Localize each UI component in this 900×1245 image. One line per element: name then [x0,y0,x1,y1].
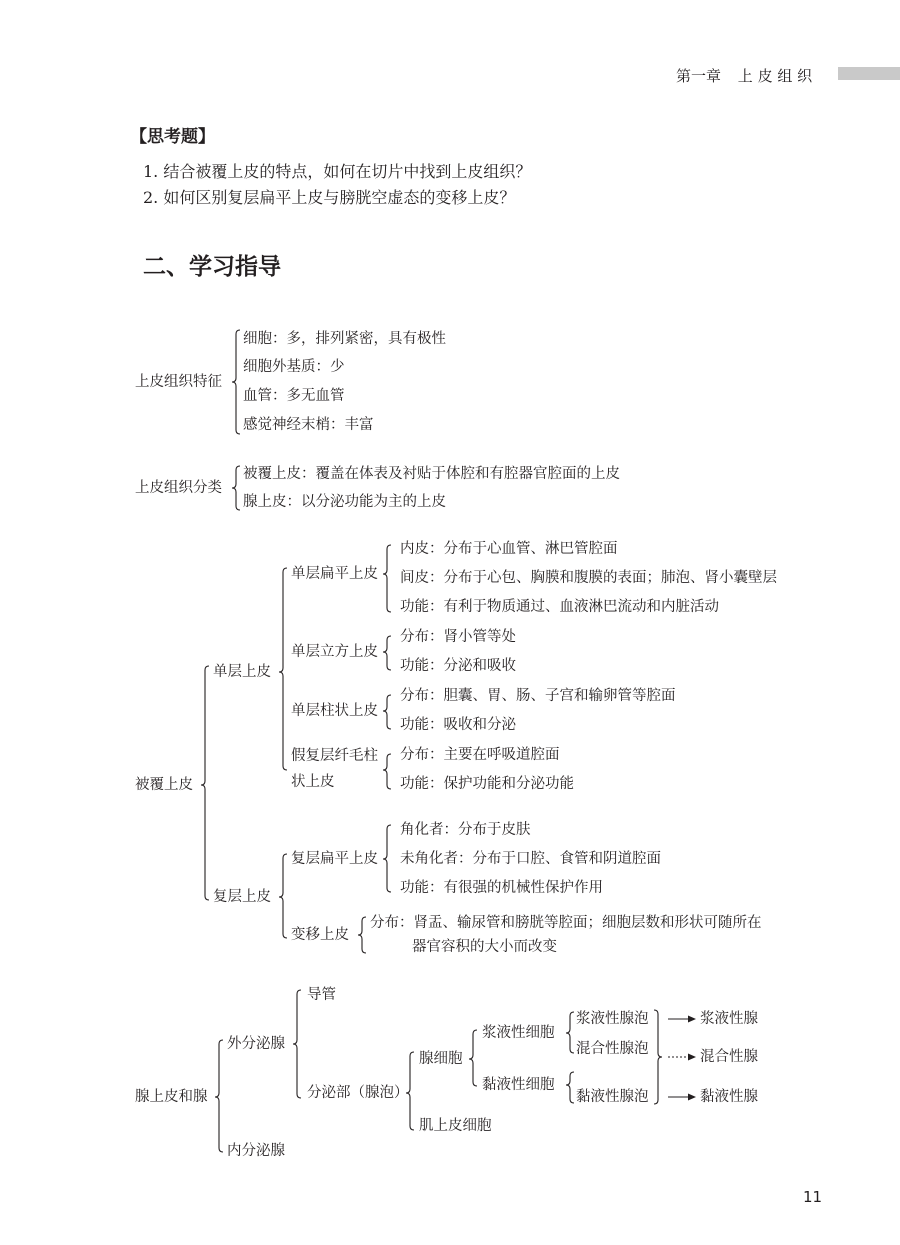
left-brace [383,695,391,729]
arrow-head [688,1094,696,1101]
glands-root: 腺上皮和腺 [135,1089,208,1105]
mucous-gland: 黏液性腺 [700,1089,758,1105]
features-item: 细胞外基质：少 [243,359,345,375]
classification-item: 被覆上皮：覆盖在体表及衬贴于体腔和有腔器官腔面的上皮 [243,466,620,482]
serous-gland: 浆液性腺 [700,1011,758,1027]
serous-cell: 浆液性细胞 [482,1025,555,1041]
tree-item: 未角化者：分布于口腔、食管和阴道腔面 [400,851,661,867]
questions-heading: 【思考题】 [130,127,215,147]
arrow-head [688,1016,696,1023]
features-root: 上皮组织特征 [135,374,222,390]
simple-columnar: 单层柱状上皮 [291,703,378,719]
stratified-squamous: 复层扁平上皮 [291,851,378,867]
tree-item: 间皮：分布于心包、胸膜和腹膜的表面；肺泡、肾小囊壁层 [400,570,777,586]
features-item: 细胞：多，排列紧密，具有极性 [243,331,446,347]
simple-epithelium: 单层上皮 [213,664,271,680]
simple-cuboidal: 单层立方上皮 [291,644,378,660]
left-brace [566,1072,574,1103]
tree-item: 功能：吸收和分泌 [400,717,516,733]
tree-item: 分布：胆囊、胃、肠、子宫和输卵管等腔面 [400,688,676,704]
running-header [676,65,812,86]
left-brace [232,330,240,434]
page-number: 11 [803,1188,823,1206]
left-brace [215,1040,223,1152]
left-brace [469,1030,477,1086]
left-brace [293,990,301,1098]
section-title: 二、学习指导 [143,254,281,280]
mixed-gland: 混合性腺 [700,1049,758,1065]
mixed-acinus: 混合性腺泡 [576,1041,649,1057]
classification-item: 腺上皮：以分泌功能为主的上皮 [243,494,446,510]
question-1: 1. 结合被覆上皮的特点，如何在切片中找到上皮组织？ [143,162,532,181]
left-brace [232,466,240,510]
tree-item: 功能：分泌和吸收 [400,658,516,674]
chapter-label: 第一章 [676,67,722,85]
left-brace [358,917,366,953]
myoepithelial-cell: 肌上皮细胞 [419,1118,492,1134]
left-brace [383,636,391,670]
pseudostratified-line1: 假复层纤毛柱 [291,748,378,764]
left-brace [383,545,391,612]
left-brace [279,568,287,770]
classification-root: 上皮组织分类 [135,480,222,496]
tree-item: 分布：主要在呼吸道腔面 [400,747,560,763]
tree-item: 分布：肾盂、输尿管和膀胱等腔面；细胞层数和形状可随所在 [370,915,762,931]
tree-item: 功能：有利于物质通过、血液淋巴流动和内脏活动 [400,599,719,615]
features-item: 感觉神经末梢：丰富 [243,417,374,433]
simple-squamous: 单层扁平上皮 [291,566,378,582]
left-brace [566,1012,574,1053]
tree-item: 功能：保护功能和分泌功能 [400,776,574,792]
duct: 导管 [307,987,336,1003]
left-brace [383,754,391,789]
exocrine-gland: 外分泌腺 [227,1036,285,1052]
stratified-epithelium: 复层上皮 [213,889,271,905]
pseudostratified-line2: 状上皮 [291,774,335,790]
tree-item: 角化者：分布于皮肤 [400,822,531,838]
tree-item: 内皮：分布于心血管、淋巴管腔面 [400,541,618,557]
left-brace [279,854,287,938]
transitional-epithelium: 变移上皮 [291,927,349,943]
right-brace [654,1010,662,1104]
features-item: 血管：多无血管 [243,388,345,404]
left-brace [201,666,209,900]
mucous-cell: 黏液性细胞 [482,1077,555,1093]
endocrine-gland: 内分泌腺 [227,1143,285,1159]
tree-item: 器官容积的大小而改变 [412,939,557,955]
tree-item: 功能：有很强的机械性保护作用 [400,880,603,896]
tree-item: 分布：肾小管等处 [400,629,516,645]
header-bar [838,67,900,80]
serous-acinus: 浆液性腺泡 [576,1011,649,1027]
covering-root: 被覆上皮 [135,777,193,793]
mucous-acinus: 黏液性腺泡 [576,1089,649,1105]
question-2: 2. 如何区别复层扁平上皮与膀胱空虚态的变移上皮？ [143,188,516,207]
left-brace [383,825,391,892]
secretory-portion: 分泌部（腺泡） [307,1085,409,1101]
chapter-title: 上 皮 组 织 [737,67,813,85]
gland-cell: 腺细胞 [419,1051,463,1067]
arrow-head [688,1054,696,1061]
